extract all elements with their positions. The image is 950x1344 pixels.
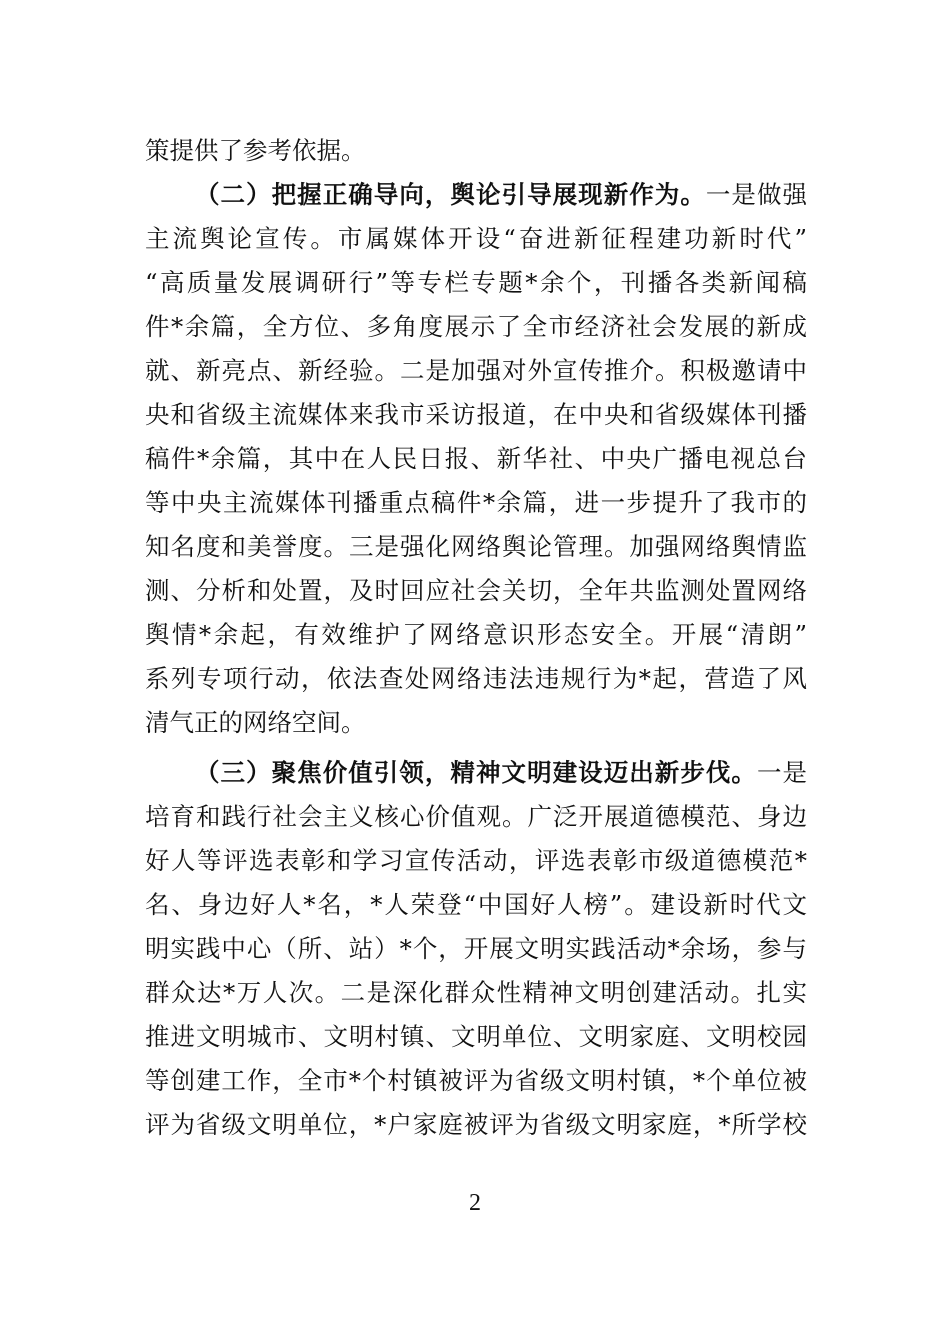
line-text: 群众达*万人次。二是深化群众性精神文明创建活动。扎实: [145, 978, 807, 1007]
paragraph-line: [145, 224, 807, 254]
paragraph-line: [145, 846, 807, 876]
line-text: 培育和践行社会主义核心价值观。广泛开展道德模范、身边: [145, 802, 807, 831]
line-text: 知名度和美誉度。三是强化网络舆论管理。加强网络舆情监: [145, 532, 807, 561]
line-text: 等中央主流媒体刊播重点稿件*余篇，进一步提升了我市的: [145, 488, 807, 517]
line-text: 系列专项行动，依法查处网络违法违规行为*起，营造了风: [145, 664, 807, 693]
line-text: 清气正的网络空间。: [145, 708, 366, 737]
paragraph-line: [145, 890, 807, 920]
paragraph-line: [145, 620, 807, 650]
line-text: 件*余篇，全方位、多角度展示了全市经济社会发展的新成: [145, 312, 807, 341]
line-text: 一是做强: [705, 180, 808, 209]
paragraph-line: [145, 1066, 807, 1096]
paragraph-line: [145, 576, 807, 606]
paragraph-line: [145, 268, 807, 298]
paragraph-line: [145, 444, 807, 474]
paragraph-line: [145, 708, 807, 738]
line-text: 稿件*余篇，其中在人民日报、新华社、中央广播电视总台: [145, 444, 807, 473]
paragraph-line: [145, 1110, 807, 1140]
section-heading: （二）把握正确导向，舆论引导展现新作为。: [195, 180, 706, 209]
paragraph-line: [145, 136, 807, 166]
line-text: 评为省级文明单位，*户家庭被评为省级文明家庭，*所学校: [145, 1110, 807, 1139]
paragraph-line: [145, 356, 807, 386]
paragraph-line: [195, 758, 807, 788]
paragraph-line: [145, 978, 807, 1008]
line-text: 主流舆论宣传。市属媒体开设“奋进新征程建功新时代”: [145, 224, 807, 253]
paragraph-line: [145, 488, 807, 518]
paragraph-line: [195, 180, 807, 210]
line-text: 央和省级主流媒体来我市采访报道，在中央和省级媒体刊播: [145, 400, 807, 429]
line-text: 就、新亮点、新经验。二是加强对外宣传推介。积极邀请中: [145, 356, 807, 385]
paragraph-line: [145, 802, 807, 832]
paragraph-line: [145, 312, 807, 342]
line-text: 推进文明城市、文明村镇、文明单位、文明家庭、文明校园: [145, 1022, 807, 1051]
section-heading: （三）聚焦价值引领，精神文明建设迈出新步伐。: [195, 758, 757, 787]
paragraph-line: [145, 934, 807, 964]
paragraph-line: [145, 664, 807, 694]
line-text: 一是: [756, 758, 808, 787]
line-text: 测、分析和处置，及时回应社会关切，全年共监测处置网络: [145, 576, 807, 605]
paragraph-line: [145, 532, 807, 562]
line-text: 好人等评选表彰和学习宣传活动，评选表彰市级道德模范*: [145, 846, 807, 875]
line-text: 等创建工作，全市*个村镇被评为省级文明村镇，*个单位被: [145, 1066, 807, 1095]
line-text: “高质量发展调研行”等专栏专题*余个，刊播各类新闻稿: [145, 268, 807, 297]
line-text: 名、身边好人*名，*人荣登“中国好人榜”。建设新时代文: [145, 890, 807, 919]
paragraph-line: [145, 400, 807, 430]
line-text: 策提供了参考依据。: [145, 136, 366, 165]
line-text: 舆情*余起，有效维护了网络意识形态安全。开展“清朗”: [145, 620, 807, 649]
page-number: 2: [469, 1190, 481, 1216]
line-text: 明实践中心（所、站）*个，开展文明实践活动*余场，参与: [145, 934, 807, 963]
paragraph-line: [145, 1022, 807, 1052]
